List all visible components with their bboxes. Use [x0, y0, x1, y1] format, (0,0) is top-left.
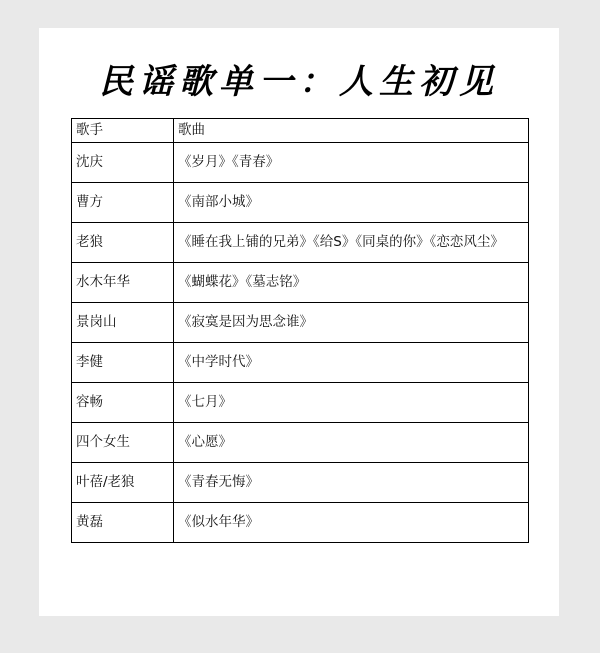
songs-cell: 《寂寞是因为思念谁》 — [174, 303, 529, 343]
singer-cell: 叶蓓/老狼 — [72, 463, 174, 503]
table-row — [72, 183, 529, 223]
table-row — [72, 423, 529, 463]
songs-cell: 《青春无悔》 — [174, 463, 529, 503]
header-song: 歌曲 — [174, 119, 529, 143]
table-row — [72, 463, 529, 503]
singer-cell: 景岗山 — [72, 303, 174, 343]
singer-cell: 水木年华 — [72, 263, 174, 303]
page-title: 民谣歌单一：人生初见 — [99, 62, 499, 102]
songs-cell: 《南部小城》 — [174, 183, 529, 223]
table-row — [72, 223, 529, 263]
table-row — [72, 503, 529, 543]
table-row — [72, 143, 529, 183]
songs-cell: 《岁月》《青春》 — [174, 143, 529, 183]
songs-cell: 《中学时代》 — [174, 343, 529, 383]
playlist-table — [71, 118, 529, 543]
songs-cell: 《蝴蝶花》《墓志铭》 — [174, 263, 529, 303]
table-row — [72, 303, 529, 343]
singer-cell: 老狼 — [72, 223, 174, 263]
singer-cell: 四个女生 — [72, 423, 174, 463]
table-row — [72, 343, 529, 383]
singer-cell: 曹方 — [72, 183, 174, 223]
singer-cell: 容畅 — [72, 383, 174, 423]
songs-cell: 《睡在我上铺的兄弟》《给S》《同桌的你》《恋恋风尘》 — [174, 223, 529, 263]
songs-cell: 《心愿》 — [174, 423, 529, 463]
header-singer: 歌手 — [72, 119, 174, 143]
singer-cell: 黄磊 — [72, 503, 174, 543]
singer-cell: 李健 — [72, 343, 174, 383]
songs-cell: 《七月》 — [174, 383, 529, 423]
table-header-row — [72, 119, 529, 143]
table-row — [72, 263, 529, 303]
songs-cell: 《似水年华》 — [174, 503, 529, 543]
table-row — [72, 383, 529, 423]
singer-cell: 沈庆 — [72, 143, 174, 183]
document-page — [39, 28, 559, 616]
